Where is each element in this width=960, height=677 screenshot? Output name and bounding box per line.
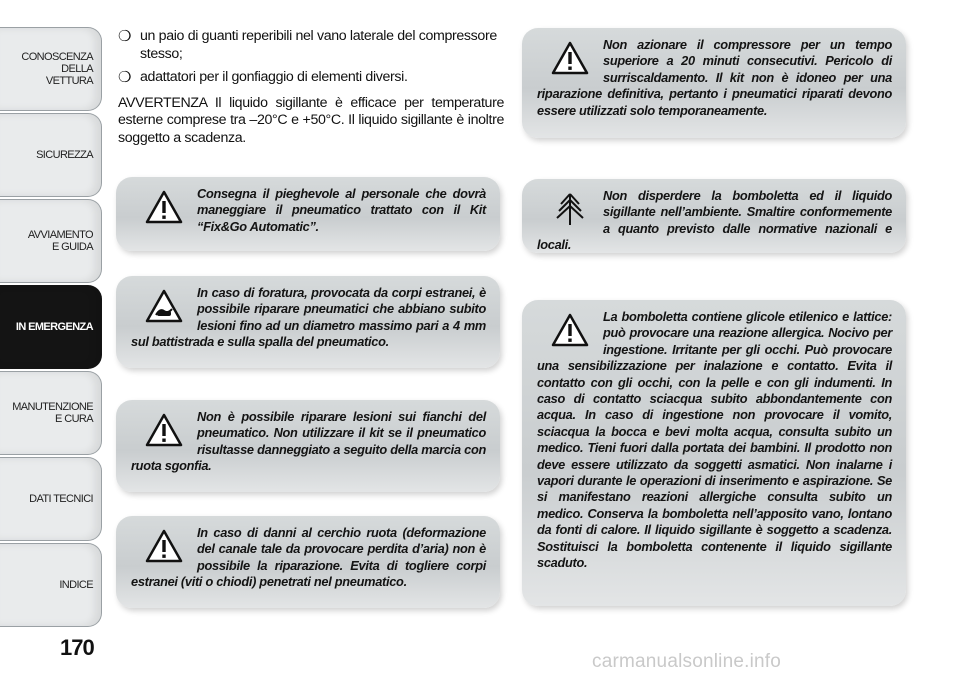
tab-manutenzione-e-cura[interactable] bbox=[0, 371, 102, 455]
warning-triangle-icon bbox=[145, 190, 191, 230]
tab-conoscenza-della-vettura[interactable] bbox=[0, 27, 102, 111]
warning-triangle-icon bbox=[145, 413, 191, 453]
tab-indice[interactable] bbox=[0, 543, 102, 627]
list-item bbox=[118, 28, 504, 63]
bullet-mark: ❍ bbox=[118, 28, 132, 45]
warning-triangle-icon bbox=[145, 529, 191, 569]
road-warning-icon bbox=[145, 289, 191, 329]
warning-box bbox=[116, 276, 500, 368]
tab-label: IN EMERGENZA bbox=[15, 321, 93, 333]
tab-dati-tecnici[interactable] bbox=[0, 457, 102, 541]
left-column bbox=[118, 28, 504, 147]
warning-box-text: Non azionare il compressore per un tempo superiore a 20 minuti consecutivi. Pericolo di surriscaldamento. Il kit non è idoneo per una riparazione definitiva, pertanto i pneumatici riparati devono essere utilizzati solo temporaneamente. bbox=[537, 37, 892, 118]
bullet-mark: ❍ bbox=[118, 69, 132, 86]
warning-box bbox=[522, 300, 906, 606]
watermark: carmanualsonline.info bbox=[592, 651, 782, 672]
tab-label: CONOSCENZA DELLA VETTURA bbox=[21, 51, 93, 87]
warning-box-text: In caso di foratura, provocata da corpi estranei, è possibile riparare pneumatici che abbiano subito lesioni fino ad un diametro massimo pari a 4 mm sul battistrada e sulla spalla del pneumatico. bbox=[131, 285, 486, 350]
warning-box-text: La bomboletta contiene glicole etilenico e lattice: può provocare una reazione allergica. Nocivo per ingestione. Irritante per gli occhi. Può provocare una sensibilizzazione per inalazione e contatto. Evita il contatto con gli occhi, con la pelle e con gli indumenti. In caso di contatto sciacqua subito abbondantemente con acqua. In caso di ingestione non provocare il vomito, sciacqua la bocca e bevi molta acqua, consulta subito un medico. Tieni fuori dalla portata dei bambini. Il prodotto non deve essere utilizzato da soggetti asmatici. Non inalarne i vapori durante le operazioni di inserimento e aspirazione. Se si manifestano reazioni allergiche consulta subito un medico. Conserva la bomboletta nell’apposito vano, lontano da fonti di calore. Il liquido sigillante è soggetto a scadenza. Sostituisci la bomboletta contenente il liquido sigillante scaduto. bbox=[537, 309, 892, 571]
warning-box bbox=[116, 516, 500, 608]
environment-box-text: Non disperdere la bomboletta ed il liquido sigillante nell’ambiente. Smaltire conformemente a quanto previsto dalle normative nazionali e locali. bbox=[537, 188, 892, 253]
warning-box-text: In caso di danni al cerchio ruota (deformazione del canale tale da provocare perdita d’aria) non è possibile la riparazione. Evita di togliere corpi estranei (viti o chiodi) penetrati nel pneumatico. bbox=[131, 525, 486, 590]
environment-box bbox=[522, 179, 906, 253]
environment-tree-icon bbox=[551, 192, 597, 232]
tab-label: AVVIAMENTO E GUIDA bbox=[27, 229, 93, 253]
warning-box bbox=[116, 177, 500, 251]
warning-box-text: Non è possibile riparare lesioni sui fianchi del pneumatico. Non utilizzare il kit se il pneumatico risultasse danneggiato a seguito della marcia con ruota sgonfia. bbox=[131, 409, 486, 474]
tab-sicurezza[interactable] bbox=[0, 113, 102, 197]
warning-box bbox=[522, 28, 906, 138]
tab-label: DATI TECNICI bbox=[29, 493, 93, 505]
tab-label: SICUREZZA bbox=[36, 149, 93, 161]
tab-label: MANUTENZIONE E CURA bbox=[12, 401, 93, 425]
warning-triangle-icon bbox=[551, 41, 597, 81]
tab-in-emergenza[interactable] bbox=[0, 285, 102, 369]
list-item-text: adattatori per il gonfiaggio di elementi diversi. bbox=[140, 69, 408, 85]
list-item-text: un paio di guanti reperibili nel vano laterale del compressore stesso; bbox=[140, 28, 497, 62]
warning-paragraph: AVVERTENZA Il liquido sigillante è efficace per temperature esterne comprese tra –20°C e +50°C. Il liquido sigillante è inoltre soggetto a scadenza. bbox=[118, 94, 504, 146]
warning-box bbox=[116, 400, 500, 492]
page-number: 170 bbox=[60, 635, 94, 660]
warning-triangle-icon bbox=[551, 313, 597, 353]
tab-label: INDICE bbox=[59, 579, 93, 591]
warning-box-text: Consegna il pieghevole al personale che dovrà maneggiare il pneumatico trattato con il Kit “Fix&Go Automatic”. bbox=[197, 186, 486, 234]
list-item bbox=[118, 69, 504, 87]
tab-avviamento-e-guida[interactable] bbox=[0, 199, 102, 283]
